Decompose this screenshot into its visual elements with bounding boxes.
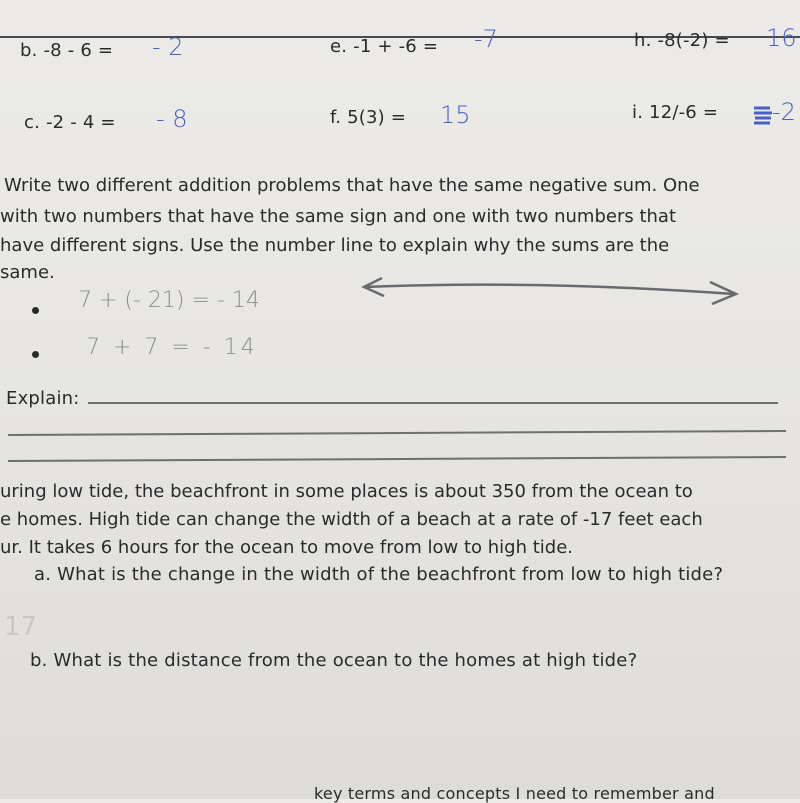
addition-answer-2: 7 + 7 = - 14 — [86, 335, 258, 360]
problem-c-label: c. -2 - 4 = — [24, 112, 116, 133]
tide-question — [0, 478, 790, 562]
tide-question-line: e homes. High tide can change the width of a beach at a rate of -17 feet each — [0, 509, 703, 530]
number-line — [356, 272, 746, 312]
tide-question-line: uring low tide, the beachfront in some places is about 350 from the ocean to — [0, 481, 693, 502]
addition-question-line: have different signs. Use the number line to explain why the sums are the — [0, 235, 670, 256]
addition-question-line: same. — [0, 262, 55, 283]
scribble-mark — [752, 104, 774, 126]
faint-mark: 17 — [4, 612, 38, 642]
problem-b-answer: - 2 — [152, 33, 184, 61]
footer-fragment: key terms and concepts I need to remember and — [314, 784, 715, 803]
tide-part-a: a. What is the change in the width of the beachfront from low to high tide? — [34, 564, 724, 585]
addition-question-line: Write two different addition problems that have the same negative sum. One — [4, 175, 700, 196]
problem-i-answer: -2 — [772, 98, 796, 126]
problem-f-label: f. 5(3) = — [330, 107, 407, 128]
addition-answer-1: 7 + (- 21) = - 14 — [78, 288, 260, 313]
problem-f-answer: 15 — [440, 101, 471, 129]
explain-label: Explain: — [6, 388, 80, 409]
problem-i-label: i. 12/-6 = — [632, 102, 719, 123]
bullet — [32, 351, 39, 358]
explain-line — [8, 430, 786, 436]
bullet — [32, 307, 39, 314]
problem-h-label: h. -8(-2) = — [634, 30, 730, 51]
explain-line — [8, 456, 786, 462]
explain-line — [88, 402, 778, 404]
addition-question — [0, 170, 790, 288]
problem-e-label: e. -1 + -6 = — [330, 36, 439, 57]
tide-question-line: ur. It takes 6 hours for the ocean to move from low to high tide. — [0, 537, 574, 558]
problem-b-label: b. -8 - 6 = — [20, 40, 114, 61]
problem-e-answer: -7 — [474, 25, 498, 53]
addition-question-line: with two numbers that have the same sign and one with two numbers that — [0, 206, 677, 227]
tide-part-b: b. What is the distance from the ocean to the homes at high tide? — [30, 650, 638, 671]
problem-h-answer: 16 — [766, 24, 797, 52]
problem-c-answer: - 8 — [156, 105, 188, 133]
